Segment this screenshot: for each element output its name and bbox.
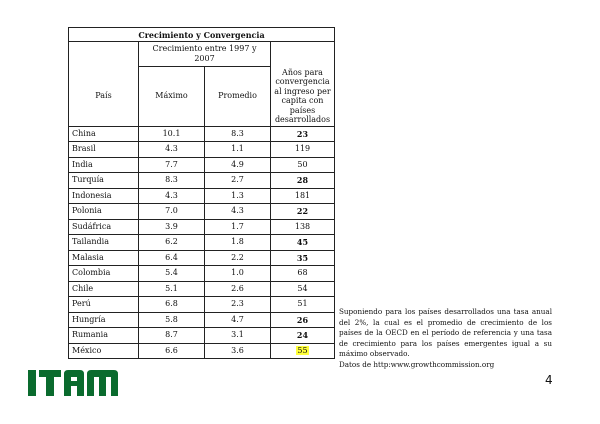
avg-growth-cell: 1.8 [205, 235, 271, 251]
max-growth-cell: 6.2 [139, 235, 205, 251]
country-cell: Hungría [69, 312, 139, 328]
country-cell: Turquía [69, 173, 139, 189]
country-cell: Colombia [69, 266, 139, 282]
max-growth-cell: 4.3 [139, 188, 205, 204]
table-row [69, 266, 335, 282]
avg-growth-cell: 2.7 [205, 173, 271, 189]
footnote [339, 307, 552, 371]
country-cell: Rumania [69, 328, 139, 344]
avg-growth-cell: 1.0 [205, 266, 271, 282]
table-row [69, 343, 335, 359]
blank-header-cell [69, 42, 139, 67]
column-header-years: Años para convergencia al ingreso per capita con países desarrollados [271, 67, 335, 127]
table-row [69, 297, 335, 313]
highlighted-value: 55 [297, 345, 308, 355]
table-row [69, 142, 335, 158]
table-row [69, 328, 335, 344]
avg-growth-cell: 4.9 [205, 157, 271, 173]
growth-convergence-table [68, 27, 335, 359]
country-cell: Brasil [69, 142, 139, 158]
years-cell: 181 [271, 188, 335, 204]
avg-growth-cell: 2.6 [205, 281, 271, 297]
country-cell: Indonesia [69, 188, 139, 204]
country-cell: Perú [69, 297, 139, 313]
blank-header-cell [271, 42, 335, 67]
avg-growth-cell: 3.6 [205, 343, 271, 359]
table-body [69, 126, 335, 359]
max-growth-cell: 5.4 [139, 266, 205, 282]
years-cell: 24 [271, 328, 335, 344]
max-growth-cell: 5.1 [139, 281, 205, 297]
country-cell: Tailandia [69, 235, 139, 251]
itam-logo [28, 370, 118, 396]
avg-growth-cell: 3.1 [205, 328, 271, 344]
years-cell [271, 343, 335, 359]
years-cell: 138 [271, 219, 335, 235]
max-growth-cell: 8.3 [139, 173, 205, 189]
years-cell: 35 [271, 250, 335, 266]
max-growth-cell: 5.8 [139, 312, 205, 328]
column-header-avg: Promedio [205, 67, 271, 127]
avg-growth-cell: 1.3 [205, 188, 271, 204]
years-cell: 68 [271, 266, 335, 282]
group-header: Crecimiento entre 1997 y 2007 [139, 42, 271, 67]
avg-growth-cell: 4.7 [205, 312, 271, 328]
footnote-source: Datos de http:www.growthcommission.org [339, 359, 495, 369]
footnote-text: Suponiendo para los países desarrollados una tasa anual del 2%, la cual es el promedio de crecimiento de los países de la OECD en el período de referencia y una tasa de crecimiento para los países emergentes igual a su máximo observado. [339, 307, 552, 359]
table-row [69, 235, 335, 251]
table-title: Crecimiento y Convergencia [69, 28, 335, 42]
country-cell: México [69, 343, 139, 359]
max-growth-cell: 8.7 [139, 328, 205, 344]
table-row [69, 281, 335, 297]
avg-growth-cell: 2.3 [205, 297, 271, 313]
max-growth-cell: 10.1 [139, 126, 205, 142]
years-cell: 50 [271, 157, 335, 173]
country-cell: Malasia [69, 250, 139, 266]
table-row [69, 204, 335, 220]
years-cell: 26 [271, 312, 335, 328]
max-growth-cell: 4.3 [139, 142, 205, 158]
country-cell: China [69, 126, 139, 142]
avg-growth-cell: 8.3 [205, 126, 271, 142]
avg-growth-cell: 1.1 [205, 142, 271, 158]
years-cell: 23 [271, 126, 335, 142]
max-growth-cell: 6.4 [139, 250, 205, 266]
table-group-row [69, 42, 335, 67]
max-growth-cell: 7.7 [139, 157, 205, 173]
column-header-country: País [69, 67, 139, 127]
country-cell: Sudáfrica [69, 219, 139, 235]
max-growth-cell: 3.9 [139, 219, 205, 235]
years-cell: 22 [271, 204, 335, 220]
table-row [69, 188, 335, 204]
table-row [69, 312, 335, 328]
avg-growth-cell: 1.7 [205, 219, 271, 235]
country-cell: Polonia [69, 204, 139, 220]
max-growth-cell: 6.6 [139, 343, 205, 359]
table-row [69, 250, 335, 266]
max-growth-cell: 6.8 [139, 297, 205, 313]
country-cell: Chile [69, 281, 139, 297]
table-title-row [69, 28, 335, 42]
itam-logo-mark [28, 370, 118, 396]
years-cell: 51 [271, 297, 335, 313]
max-growth-cell: 7.0 [139, 204, 205, 220]
years-cell: 119 [271, 142, 335, 158]
avg-growth-cell: 4.3 [205, 204, 271, 220]
table-row [69, 126, 335, 142]
avg-growth-cell: 2.2 [205, 250, 271, 266]
years-cell: 45 [271, 235, 335, 251]
years-cell: 54 [271, 281, 335, 297]
table-row [69, 219, 335, 235]
column-header-max: Máximo [139, 67, 205, 127]
country-cell: India [69, 157, 139, 173]
years-cell: 28 [271, 173, 335, 189]
page-number: 4 [545, 373, 553, 387]
table-row [69, 173, 335, 189]
table-row [69, 157, 335, 173]
column-header-row [69, 67, 335, 127]
